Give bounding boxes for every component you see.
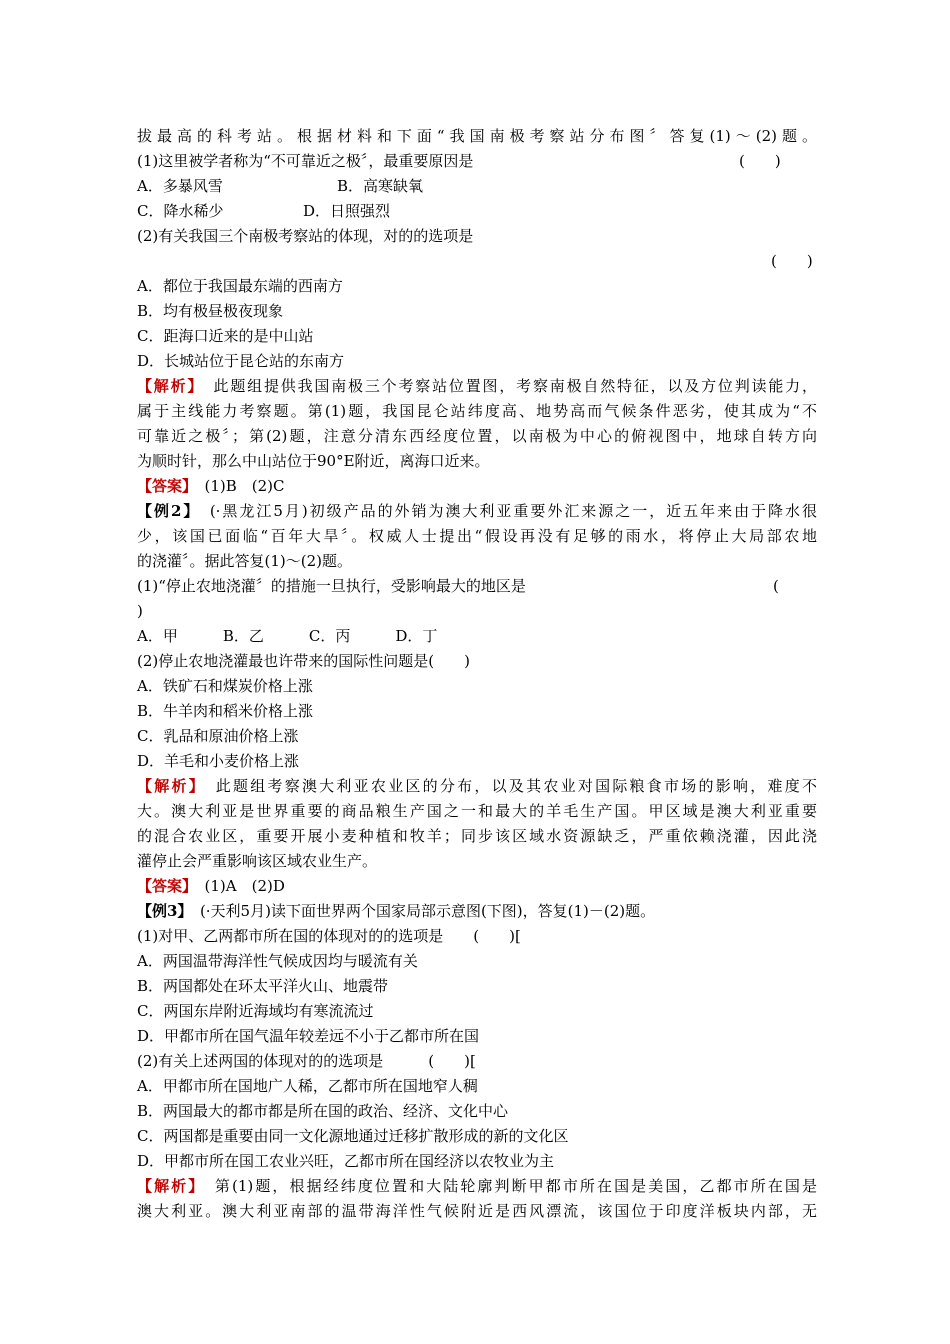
- question-1-stem: (1)对甲、乙两都市所在国的体现对的的选项是 ( )[: [137, 927, 521, 945]
- option-b: B．高寒缺氧: [337, 177, 424, 195]
- option-d: D．羊毛和小麦价格上涨: [137, 752, 300, 770]
- option-a: A．多暴风雪: [137, 177, 223, 195]
- question-2-stem: (2)有关我国三个南极考察站的体现，对的的选项是: [137, 227, 474, 245]
- analysis-tag: 【解析】: [137, 777, 199, 795]
- option-d: D．长城站位于昆仑站的东南方: [137, 352, 345, 370]
- analysis-text: 此题组考察澳大利亚农业区的分布，以及其农业对国际粮食市场的影响，难度不: [198, 777, 817, 795]
- option-a: A．都位于我国最东端的西南方: [137, 277, 343, 295]
- text-line: 可靠近之极〞；第(2)题，注意分清东西经度位置，以南极为中心的俯视图中，地球自转方向: [137, 427, 817, 445]
- answer-line: [137, 874, 285, 898]
- answer-line: [137, 474, 285, 498]
- analysis-line: [137, 774, 817, 798]
- option-row: A．甲 B．乙 C．丙 D．丁: [137, 627, 438, 645]
- example-text: (·黑龙江5月)初级产品的外销为澳大利亚重要外汇来源之一，近五年来由于降水很: [192, 502, 817, 520]
- option-c: C．乳品和原油价格上涨: [137, 727, 299, 745]
- example-line: [137, 899, 655, 923]
- option-c: C．两国都是重要由同一文化源地通过迁移扩散形成的新的文化区: [137, 1127, 569, 1145]
- example-tag: 【例2】: [137, 502, 193, 520]
- question-1-stem: (1)“停止农地浇灌〞的措施一旦执行，受影响最大的地区是: [137, 577, 526, 595]
- analysis-text: 第(1)题，根据经纬度位置和大陆轮廓判断甲都市所在国是美国，乙都市所在国是: [197, 1177, 817, 1195]
- option-b: B．两国最大的都市都是所在国的政治、经济、文化中心: [137, 1102, 509, 1120]
- answer-blank: (: [773, 577, 779, 595]
- option-c: C．距海口近来的是中山站: [137, 327, 314, 345]
- answer-blank: ( ): [771, 252, 813, 270]
- option-c: C．两国东岸附近海域均有寒流流过: [137, 1002, 374, 1020]
- option-b: B．牛羊肉和稻米价格上涨: [137, 702, 314, 720]
- analysis-tag: 【解析】: [137, 377, 197, 395]
- text-line: 澳大利亚。澳大利亚南部的温带海洋性气候附近是西风漂流，该国位于印度洋板块内部，无: [137, 1202, 817, 1220]
- option-b: B．两国都处在环太平洋火山、地震带: [137, 977, 389, 995]
- analysis-tag: 【解析】: [137, 1177, 198, 1195]
- answer-text: (1)A (2)D: [189, 877, 285, 895]
- answer-blank: ): [137, 602, 143, 620]
- question-2-stem: (2)有关上述两国的体现对的的选项是 ( )[: [137, 1052, 476, 1070]
- option-b: B．均有极昼极夜现象: [137, 302, 284, 320]
- question-1-stem: (1)这里被学者称为“不可靠近之极〞，最重要原因是: [137, 152, 474, 170]
- option-a: A．铁矿石和煤炭价格上涨: [137, 677, 313, 695]
- analysis-line: [137, 1174, 817, 1198]
- text-line: 为顺时针，那么中山站位于90°E附近，离海口近来。: [137, 452, 490, 470]
- question-2-stem: (2)停止农地浇灌最也许带来的国际性问题是( ): [137, 652, 470, 670]
- analysis-line: [137, 374, 817, 398]
- example-text: (·天利5月)读下面世界两个国家局部示意图(下图)，答复(1)－(2)题。: [184, 902, 656, 920]
- text-line: 灌停止会严重影响该区域农业生产。: [137, 852, 378, 870]
- option-a: A．两国温带海洋性气候成因均与暖流有关: [137, 952, 418, 970]
- option-c: C．降水稀少: [137, 202, 224, 220]
- answer-tag: 【答案】: [137, 477, 190, 495]
- text-line: 大。澳大利亚是世界重要的商品粮生产国之一和最大的羊毛生产国。甲区域是澳大利亚重要: [137, 802, 817, 820]
- answer-text: (1)B (2)C: [189, 477, 285, 495]
- analysis-text: 此题组提供我国南极三个考察站位置图，考察南极自然特征，以及方位判读能力，: [196, 377, 817, 395]
- example-tag: 【例3】: [137, 902, 185, 920]
- option-d: D．日照强烈: [303, 202, 391, 220]
- option-a: A．甲都市所在国地广人稀，乙都市所在国地窄人稠: [137, 1077, 478, 1095]
- answer-blank: ( ): [739, 152, 781, 170]
- text-line: 少，该国已面临“百年大旱〞。权威人士提出“假设再没有足够的雨水，将停止大局部农地: [137, 527, 817, 545]
- option-d: D．甲都市所在国气温年较差远不小于乙都市所在国: [137, 1027, 480, 1045]
- text-line: 的混合农业区，重要开展小麦种植和牧羊；同步该区域水资源缺乏，严重依赖浇灌，因此浇: [137, 827, 817, 845]
- example-line: [137, 499, 817, 523]
- text-line: 属于主线能力考察题。第(1)题，我国昆仑站纬度高、地势高而气候条件恶劣，使其成为“不: [137, 402, 817, 420]
- text-line: 的浇灌〞。据此答复(1)～(2)题。: [137, 552, 352, 570]
- text-line: 拔最高的科考站。根据材料和下面“我国南极考察站分布图〞答复(1)～(2)题。: [137, 127, 817, 145]
- option-d: D．甲都市所在国工农业兴旺，乙都市所在国经济以农牧业为主: [137, 1152, 555, 1170]
- answer-tag: 【答案】: [137, 877, 190, 895]
